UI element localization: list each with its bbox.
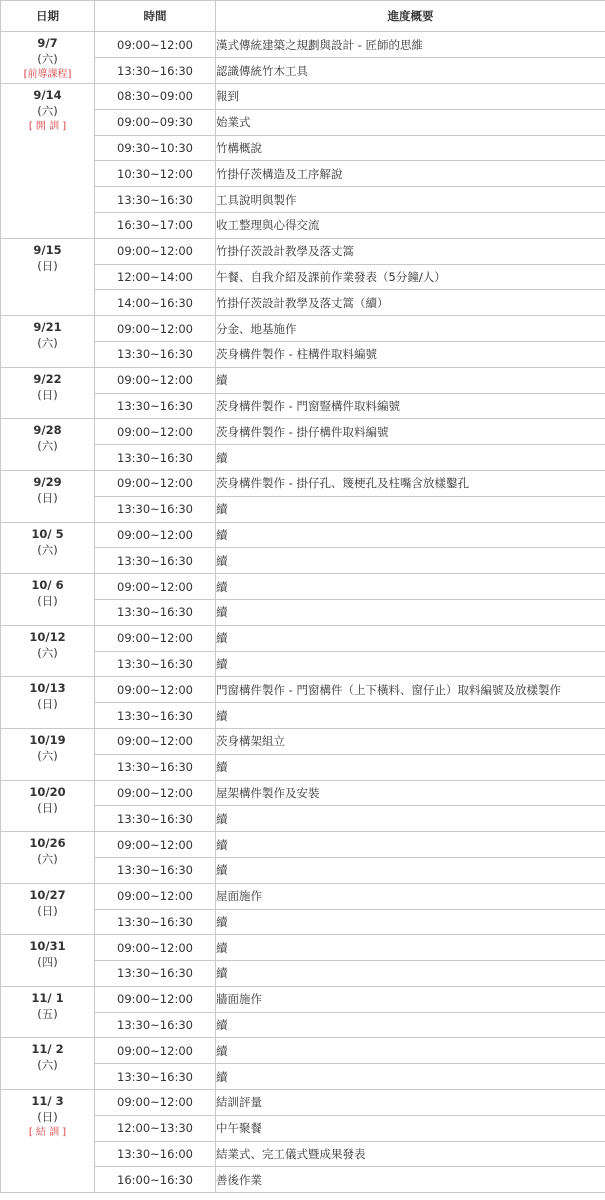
time-cell: 16:00~16:30 (95, 1167, 216, 1193)
table-row (1, 238, 605, 264)
time-cell: 09:00~12:00 (95, 986, 216, 1012)
progress-cell: 續 (216, 857, 605, 883)
time-cell: 09:00~12:00 (95, 780, 216, 806)
weekday-label: (六) (37, 336, 58, 351)
time-cell: 13:30~16:30 (95, 599, 216, 625)
time-cell: 13:30~16:30 (95, 857, 216, 883)
progress-cell: 認識傳統竹木工具 (216, 58, 605, 84)
time-cell: 13:30~16:30 (95, 1012, 216, 1038)
progress-cell: 茨身構件製作 - 掛仔孔、篾梗孔及柱嘴含放樣鑿孔 (216, 470, 605, 496)
weekday-label: (六) (37, 542, 58, 557)
date-label: 9/28 (33, 423, 62, 438)
time-cell: 13:30~16:30 (95, 961, 216, 987)
progress-cell: 門窗構件製作 - 門窗構件（上下橫料、窗仔止）取料編號及放樣製作 (216, 677, 605, 703)
weekday-label: (日) (37, 258, 58, 273)
table-row (1, 32, 605, 58)
progress-cell: 續 (216, 806, 605, 832)
time-cell: 09:00~12:00 (95, 1038, 216, 1064)
progress-cell: 茨身構件製作 - 掛仔構件取料編號 (216, 419, 605, 445)
progress-cell: 續 (216, 496, 605, 522)
progress-cell: 續 (216, 445, 605, 471)
course-tag: [ 開 訓 ] (28, 121, 67, 132)
date-cell (1, 832, 95, 884)
date-label: 11/ 1 (31, 990, 64, 1005)
progress-cell: 茨身構架組立 (216, 728, 605, 754)
time-cell: 09:00~12:00 (95, 367, 216, 393)
time-cell: 13:30~16:30 (95, 651, 216, 677)
weekday-label: (日) (37, 800, 58, 815)
date-cell (1, 677, 95, 729)
date-label: 11/ 3 (31, 1094, 64, 1109)
date-cell (1, 728, 95, 780)
date-label: 10/19 (29, 732, 66, 747)
table-row (1, 625, 605, 651)
date-cell (1, 1090, 95, 1193)
date-label: 10/ 5 (31, 526, 64, 541)
progress-cell: 續 (216, 1038, 605, 1064)
progress-cell: 續 (216, 367, 605, 393)
time-cell: 09:00~12:00 (95, 832, 216, 858)
date-cell (1, 883, 95, 935)
time-cell: 13:30~16:30 (95, 58, 216, 84)
progress-cell: 午餐、自我介紹及課前作業發表（5分鐘/人） (216, 264, 605, 290)
date-cell (1, 986, 95, 1038)
date-label: 9/21 (33, 320, 62, 335)
progress-cell: 竹掛仔茨構造及工序解說 (216, 161, 605, 187)
date-cell (1, 1038, 95, 1090)
date-label: 10/26 (29, 836, 66, 851)
time-cell: 09:30~10:30 (95, 135, 216, 161)
weekday-label: (日) (37, 903, 58, 918)
header-date: 日期 (1, 1, 95, 32)
weekday-label: (日) (37, 594, 58, 609)
header-row (1, 1, 605, 32)
date-label: 9/15 (33, 242, 62, 257)
table-row (1, 1090, 605, 1116)
time-cell: 13:30~16:30 (95, 393, 216, 419)
weekday-label: (六) (37, 1058, 58, 1073)
weekday-label: (六) (37, 645, 58, 660)
time-cell: 13:30~16:30 (95, 187, 216, 213)
progress-cell: 續 (216, 961, 605, 987)
date-cell (1, 316, 95, 368)
time-cell: 12:00~14:00 (95, 264, 216, 290)
table-row (1, 1038, 605, 1064)
date-label: 11/ 2 (31, 1042, 64, 1057)
progress-cell: 續 (216, 625, 605, 651)
progress-cell: 續 (216, 1012, 605, 1038)
header-time: 時間 (95, 1, 216, 32)
time-cell: 12:00~13:30 (95, 1115, 216, 1141)
date-label: 9/22 (33, 371, 62, 386)
progress-cell: 屋架構件製作及安裝 (216, 780, 605, 806)
date-label: 10/31 (29, 939, 66, 954)
weekday-label: (日) (37, 490, 58, 505)
progress-cell: 中午聚餐 (216, 1115, 605, 1141)
time-cell: 09:00~09:30 (95, 109, 216, 135)
time-cell: 09:00~12:00 (95, 883, 216, 909)
time-cell: 13:30~16:30 (95, 909, 216, 935)
progress-cell: 續 (216, 703, 605, 729)
progress-cell: 結訓評量 (216, 1090, 605, 1116)
date-cell (1, 780, 95, 832)
table-row (1, 84, 605, 110)
time-cell: 09:00~12:00 (95, 677, 216, 703)
progress-cell: 竹掛仔茨設計教學及落丈篙 (216, 238, 605, 264)
progress-cell: 續 (216, 522, 605, 548)
progress-cell: 報到 (216, 84, 605, 110)
progress-cell: 屋面施作 (216, 883, 605, 909)
weekday-label: (六) (37, 439, 58, 454)
date-label: 10/20 (29, 784, 66, 799)
progress-cell: 牆面施作 (216, 986, 605, 1012)
time-cell: 13:30~16:30 (95, 806, 216, 832)
time-cell: 09:00~12:00 (95, 625, 216, 651)
weekday-label: (六) (37, 748, 58, 763)
time-cell: 10:30~12:00 (95, 161, 216, 187)
date-cell (1, 574, 95, 626)
time-cell: 13:30~16:30 (95, 1064, 216, 1090)
progress-cell: 竹掛仔茨設計教學及落丈篙（續） (216, 290, 605, 316)
date-label: 10/13 (29, 681, 66, 696)
progress-cell: 茨身構件製作 - 門窗豎構件取料編號 (216, 393, 605, 419)
time-cell: 09:00~12:00 (95, 574, 216, 600)
course-tag: [ 結 訓 ] (28, 1127, 67, 1139)
date-label: 10/12 (29, 629, 66, 644)
time-cell: 09:00~12:00 (95, 470, 216, 496)
progress-cell: 續 (216, 935, 605, 961)
table-row (1, 574, 605, 600)
time-cell: 13:30~16:30 (95, 445, 216, 471)
date-cell (1, 367, 95, 419)
progress-cell: 續 (216, 1064, 605, 1090)
weekday-label: (日) (37, 387, 58, 402)
weekday-label: (四) (37, 955, 58, 970)
time-cell: 14:00~16:30 (95, 290, 216, 316)
progress-cell: 茨身構件製作 - 柱構件取料編號 (216, 341, 605, 367)
date-cell (1, 625, 95, 677)
weekday-label: (日) (37, 1110, 58, 1125)
date-cell (1, 84, 95, 239)
date-label: 10/27 (29, 887, 66, 902)
progress-cell: 結業式、完工儀式暨成果發表 (216, 1141, 605, 1167)
progress-cell: 工具說明與製作 (216, 187, 605, 213)
date-label: 9/14 (33, 88, 62, 102)
progress-cell: 續 (216, 574, 605, 600)
weekday-label: (日) (37, 697, 58, 712)
progress-cell: 續 (216, 599, 605, 625)
date-label: 9/29 (33, 474, 62, 489)
schedule-body (1, 32, 605, 1193)
time-cell: 08:30~09:00 (95, 84, 216, 110)
time-cell: 09:00~12:00 (95, 728, 216, 754)
time-cell: 09:00~12:00 (95, 522, 216, 548)
date-cell (1, 522, 95, 574)
date-cell (1, 470, 95, 522)
time-cell: 13:30~16:30 (95, 341, 216, 367)
time-cell: 13:30~16:30 (95, 548, 216, 574)
time-cell: 09:00~12:00 (95, 1090, 216, 1116)
date-cell (1, 419, 95, 471)
time-cell: 09:00~12:00 (95, 32, 216, 58)
time-cell: 09:00~12:00 (95, 316, 216, 342)
time-cell: 16:30~17:00 (95, 212, 216, 238)
time-cell: 13:30~16:30 (95, 496, 216, 522)
progress-cell: 續 (216, 909, 605, 935)
weekday-label: (六) (37, 104, 58, 118)
table-row (1, 316, 605, 342)
weekday-label: (五) (37, 1006, 58, 1021)
table-row (1, 367, 605, 393)
time-cell: 09:00~12:00 (95, 419, 216, 445)
header-progress: 進度概要 (216, 1, 605, 32)
date-cell (1, 238, 95, 315)
progress-cell: 漢式傳統建築之規劃與設計 - 匠師的思維 (216, 32, 605, 58)
table-row (1, 780, 605, 806)
progress-cell: 續 (216, 832, 605, 858)
table-row (1, 470, 605, 496)
progress-cell: 收工整理與心得交流 (216, 212, 605, 238)
table-row (1, 728, 605, 754)
time-cell: 09:00~12:00 (95, 238, 216, 264)
date-cell (1, 32, 95, 84)
progress-cell: 分金、地基施作 (216, 316, 605, 342)
progress-cell: 始業式 (216, 109, 605, 135)
date-label: 9/7 (37, 36, 58, 50)
date-label: 10/ 6 (31, 578, 64, 593)
table-row (1, 419, 605, 445)
course-tag: [前導課程] (23, 69, 72, 80)
table-row (1, 677, 605, 703)
time-cell: 13:30~16:00 (95, 1141, 216, 1167)
progress-cell: 續 (216, 754, 605, 780)
time-cell: 13:30~16:30 (95, 703, 216, 729)
table-row (1, 522, 605, 548)
table-row (1, 832, 605, 858)
table-row (1, 883, 605, 909)
table-row (1, 935, 605, 961)
progress-cell: 續 (216, 651, 605, 677)
date-cell (1, 935, 95, 987)
weekday-label: (六) (37, 52, 58, 66)
time-cell: 13:30~16:30 (95, 754, 216, 780)
weekday-label: (六) (37, 852, 58, 867)
table-row (1, 986, 605, 1012)
progress-cell: 續 (216, 548, 605, 574)
time-cell: 09:00~12:00 (95, 935, 216, 961)
progress-cell: 竹構概說 (216, 135, 605, 161)
progress-cell: 善後作業 (216, 1167, 605, 1193)
